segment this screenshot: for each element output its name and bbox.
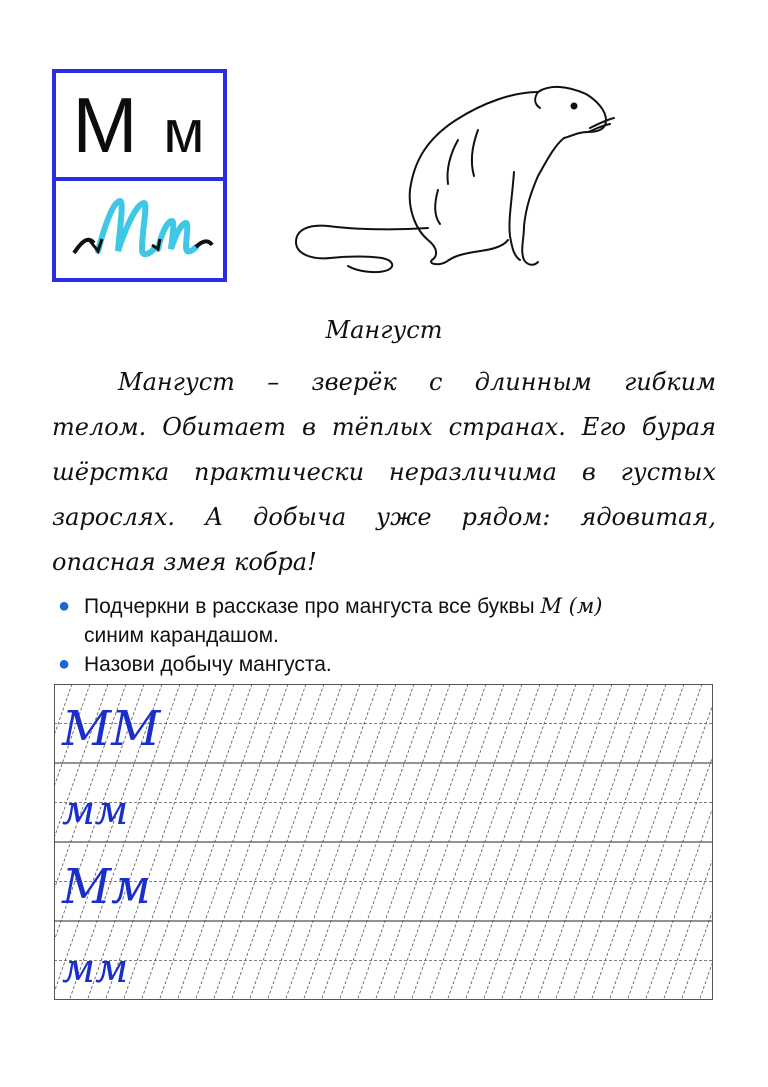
task-text-continued: синим карандашом.	[84, 624, 279, 647]
handwriting-practice-grid[interactable]	[54, 684, 713, 1000]
story-line: шёрстка практически неразличима в густых	[52, 458, 716, 486]
task-text: Назови добычу мангуста.	[84, 653, 332, 676]
story-line: Мангуст – зверёк с длинным гибким	[118, 368, 716, 396]
task-letters: М (м)	[540, 594, 603, 618]
sample-letters: мм	[62, 788, 129, 835]
script-letters-image	[62, 181, 222, 279]
bullet-icon: ●	[58, 653, 71, 675]
story-text	[52, 360, 716, 585]
sample-letters: ММ	[62, 701, 161, 758]
sample-letters: Мм	[62, 859, 151, 916]
print-lowercase-letter: м	[163, 98, 207, 165]
story-line: опасная змея кобра!	[52, 548, 317, 576]
task-item	[58, 650, 738, 679]
story-line: телом. Обитает в тёплых странах. Его бурая	[52, 413, 716, 441]
task-text: Подчеркни в рассказе про мангуста все буквы	[84, 595, 535, 618]
print-letters	[56, 77, 223, 173]
task-list	[58, 592, 738, 679]
letter-card	[52, 69, 227, 282]
mongoose-illustration	[288, 80, 618, 275]
story-line: зарослях. А добыча уже рядом: ядовитая,	[52, 503, 716, 531]
print-uppercase-letter: М	[72, 81, 140, 169]
sample-letters: мм	[62, 946, 129, 993]
story-title: Мангуст	[325, 316, 443, 344]
task-item	[58, 592, 738, 650]
bullet-icon: ●	[58, 595, 71, 617]
